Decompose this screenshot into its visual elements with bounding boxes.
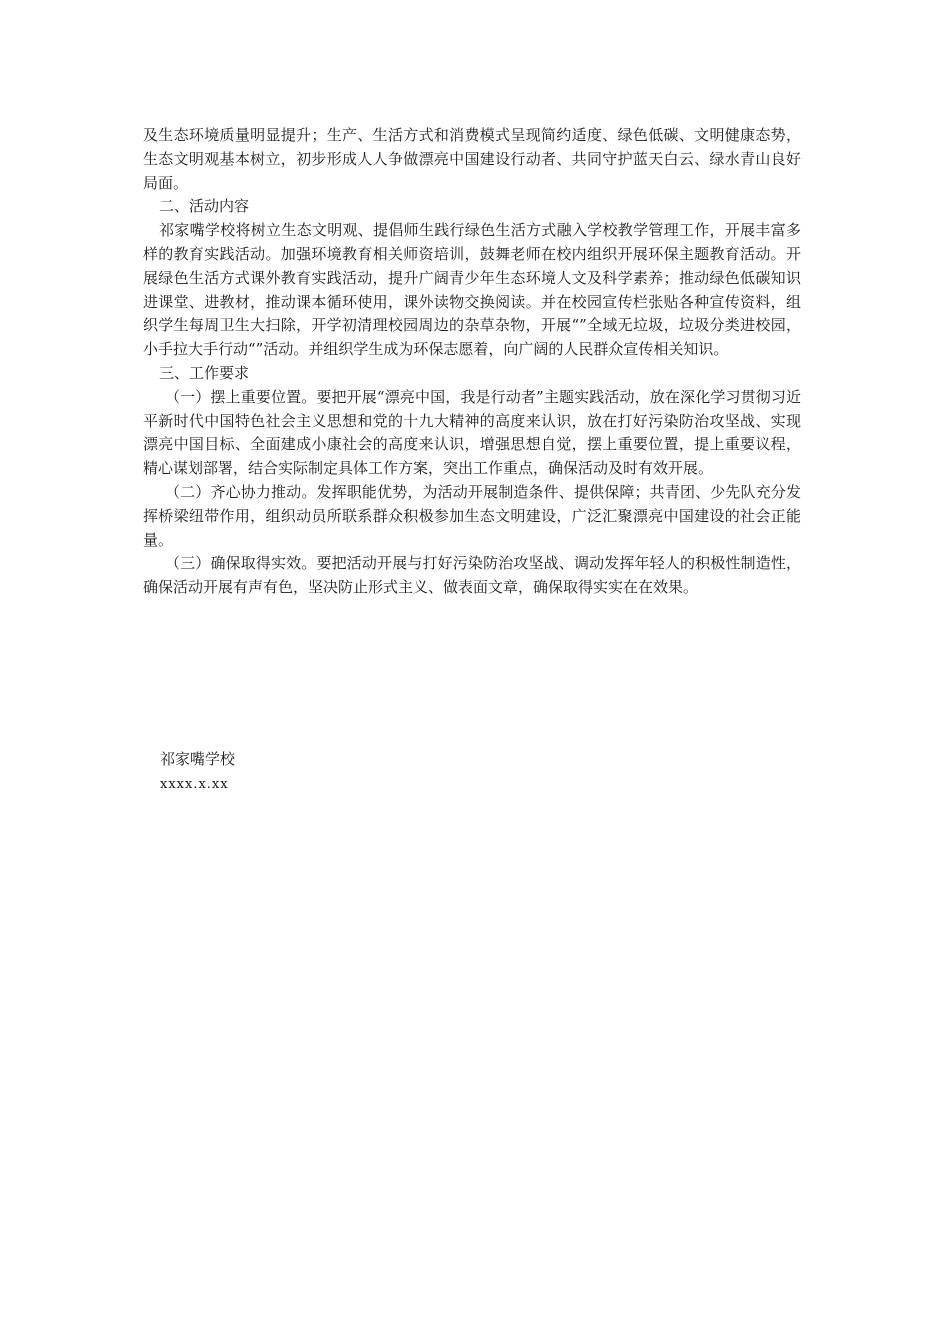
- paragraph-goals-continued: 及生态环境质量明显提升；生产、生活方式和消费模式呈现简约适度、绿色低碳、文明健康态势，生态文明观基本树立，初步形成人人争做漂亮中国建设行动者、共同守护蓝天白云、绿水青山良好局面。: [143, 126, 801, 192]
- paragraph-requirement-1: （一）摆上重要位置。要把开展“漂亮中国，我是行动者”主题实践活动，放在深化学习贯彻习近平新时代中国特色社会主义思想和党的十九大精神的高度来认识，放在打好污染防治攻坚战、实现漂亮中国目标、全面建成小康社会的高度来认识，增强思想自觉，摆上重要位置，提上重要议程，精心谋划部署，结合实际制定具体工作方案，突出工作重点，确保活动及时有效开展。: [143, 387, 801, 478]
- signature-date: xxxx.x.xx: [160, 777, 229, 792]
- paragraph-requirement-3: （三）确保取得实效。要把活动开展与打好污染防治攻坚战、调动发挥年轻人的积极性制造性，确保活动开展有声有色，坚决防止形式主义、做表面文章，确保取得实实在在效果。: [143, 554, 801, 597]
- section-heading-work-requirements: 三、工作要求: [159, 363, 250, 382]
- paragraph-activity-content: 祁家嘴学校将树立生态文明观、提倡师生践行绿色生活方式融入学校教学管理工作，开展丰富多样的教育实践活动。加强环境教育相关师资培训，鼓舞老师在校内组织开展环保主题教育活动。开展绿色生活方式课外教育实践活动，提升广阔青少年生态环境人文及科学素养；推动绿色低碳知识进课堂、进教材，推动课本循环使用，课外读物交换阅读。并在校园宣传栏张贴各种宣传资料，组织学生每周卫生大扫除，开学初清理校园周边的杂草杂物，开展“”全域无垃圾，垃圾分类进校园，小手拉大手行动“”活动。并组织学生成为环保志愿着，向广阔的人民群众宣传相关知识。: [143, 221, 801, 359]
- section-heading-activity-content: 二、活动内容: [159, 197, 250, 216]
- document-body: [143, 124, 801, 600]
- paragraph-requirement-2: （二）齐心协力推动。发挥职能优势，为活动开展制造条件、提供保障；共青团、少先队充分发挥桥梁纽带作用，组织动员所联系群众积极参加生态文明建设，广泛汇聚漂亮中国建设的社会正能量。: [143, 482, 801, 549]
- signature-block: [160, 747, 235, 797]
- signature-organization: 祁家嘴学校: [160, 750, 236, 768]
